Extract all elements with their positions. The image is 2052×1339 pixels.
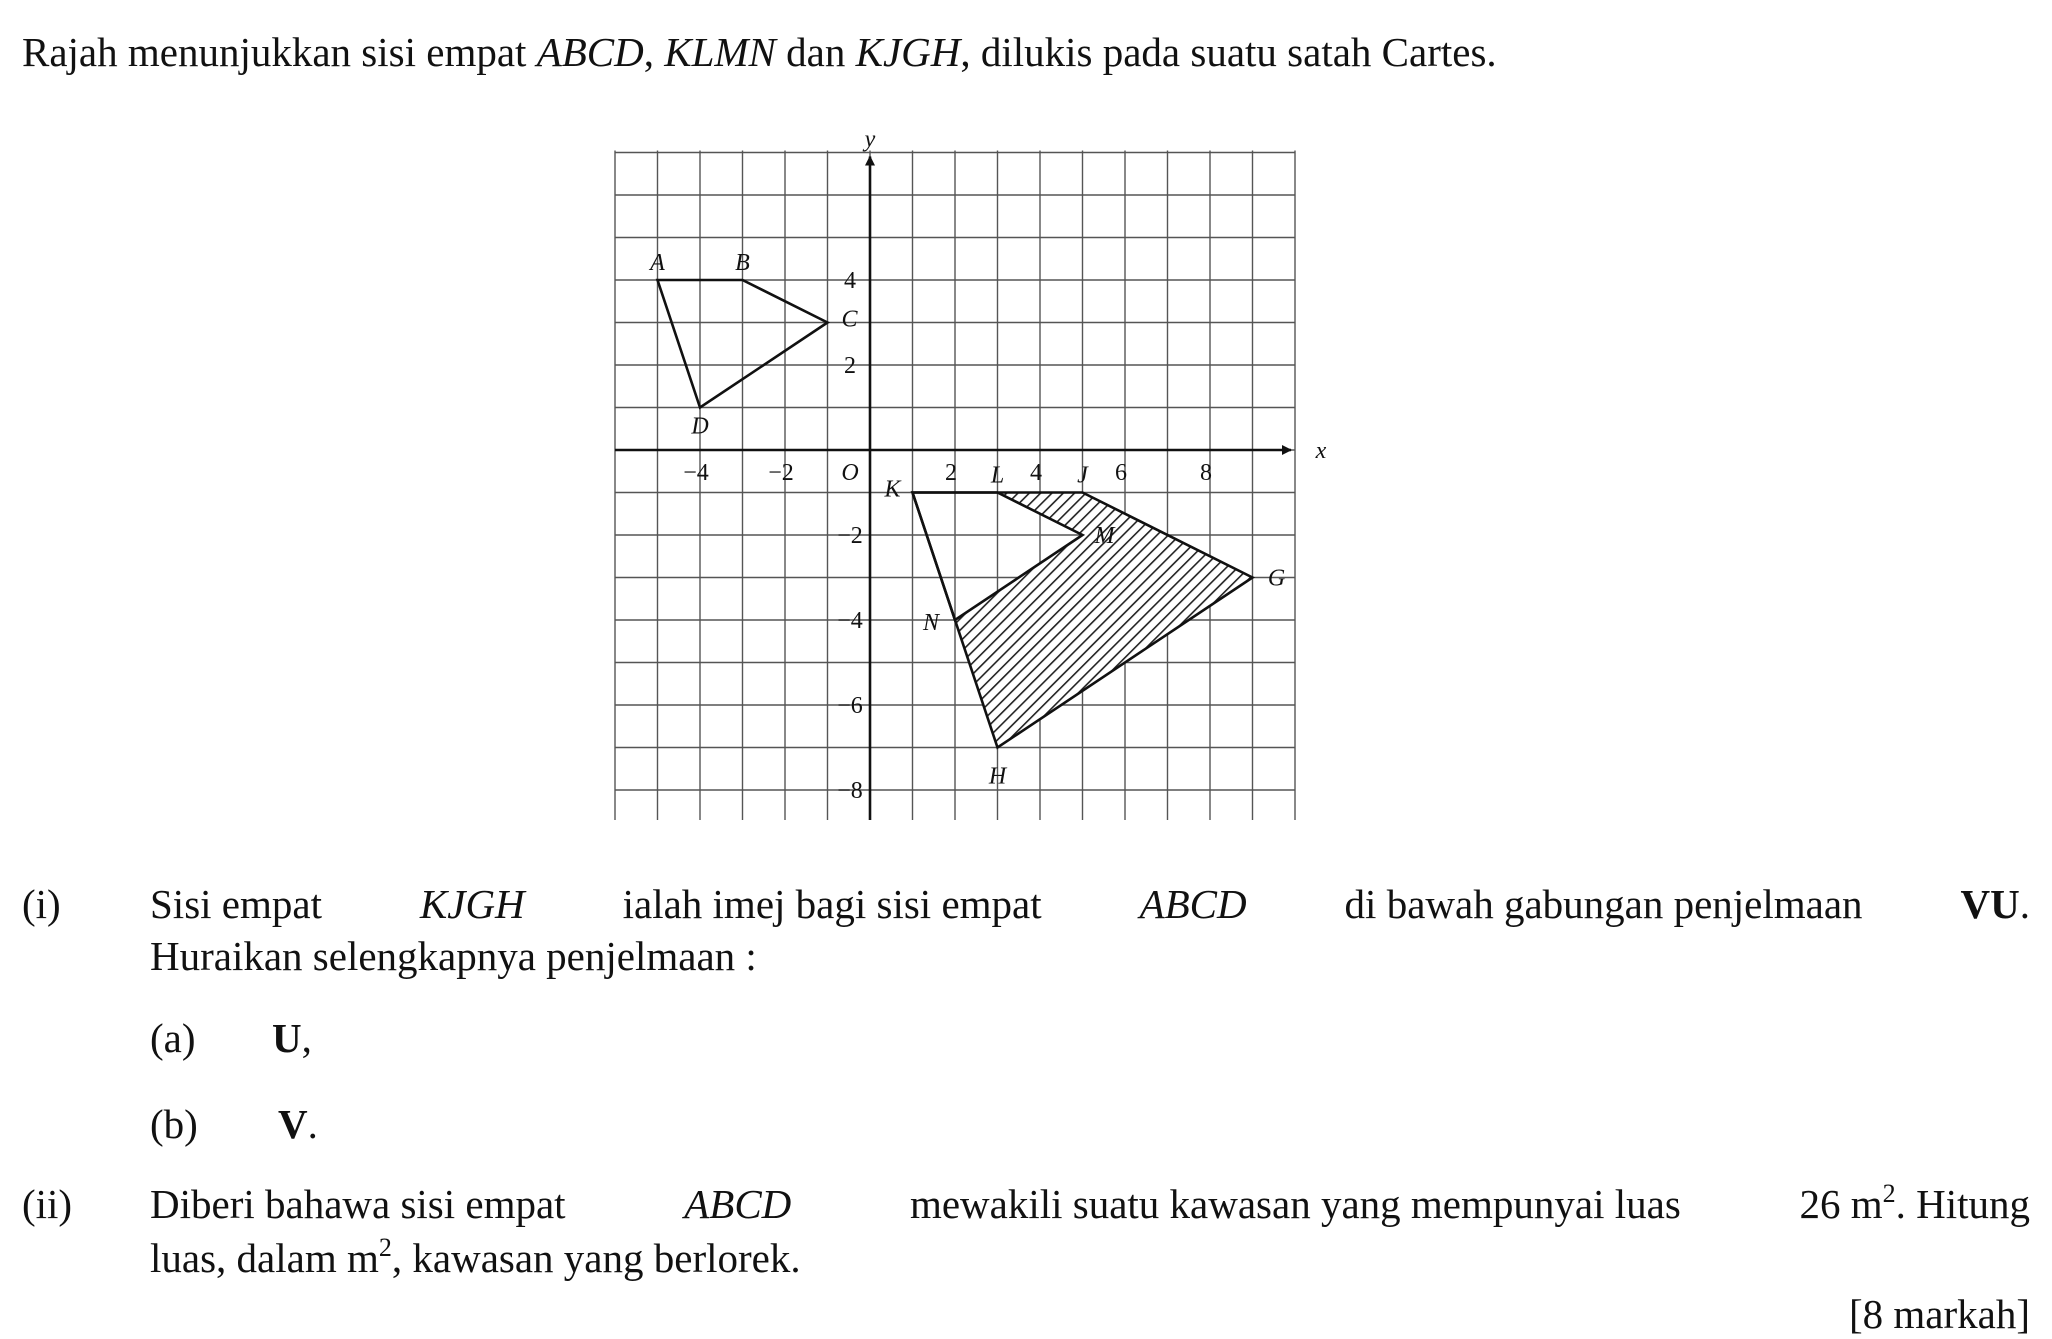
intro-text bbox=[22, 28, 1497, 77]
point-label-b: B bbox=[735, 250, 750, 276]
intro-dan: dan bbox=[786, 29, 846, 75]
quad-abcd-ref: ABCD bbox=[536, 29, 644, 75]
question-ii-number: (ii) bbox=[22, 1181, 73, 1227]
question-ii-line1 bbox=[150, 1180, 2030, 1229]
q-ii-abcd: ABCD bbox=[684, 1181, 792, 1227]
question-i-a-text bbox=[272, 1014, 312, 1063]
question-i-b-number: (b) bbox=[150, 1101, 198, 1147]
q-i-vu: VU bbox=[1960, 881, 2020, 927]
point-label-j: J bbox=[1077, 462, 1088, 489]
y-tick-label: −6 bbox=[837, 693, 863, 719]
unit: m bbox=[346, 1235, 379, 1281]
quad-klmn-ref: KLMN bbox=[664, 29, 776, 75]
point-label-l: L bbox=[990, 462, 1005, 489]
x-axis-label: x bbox=[1315, 438, 1327, 464]
point-label-g: G bbox=[1267, 565, 1286, 592]
point-label-h: H bbox=[988, 763, 1007, 790]
q-ii-end: . Hitung bbox=[1895, 1181, 2030, 1227]
cartesian-graph bbox=[598, 120, 1358, 820]
y-tick-label: 4 bbox=[844, 268, 856, 294]
intro-part: Rajah menunjukkan sisi empat bbox=[22, 29, 527, 75]
question-i-b-text bbox=[278, 1100, 318, 1149]
x-tick-label: 2 bbox=[945, 460, 957, 486]
q-i-part: di bawah gabungan penjelmaan bbox=[1344, 881, 1863, 927]
quad-kjgh-ref: KJGH bbox=[855, 29, 961, 75]
unit-sup: 2 bbox=[378, 1233, 392, 1262]
area-sup: 2 bbox=[1882, 1179, 1896, 1208]
q-i-abcd: ABCD bbox=[1139, 881, 1247, 927]
point-label-d: D bbox=[691, 413, 709, 440]
q-ii-part: Diberi bahawa sisi empat bbox=[150, 1181, 566, 1227]
q-ii-part: , kawasan yang berlorek. bbox=[391, 1235, 801, 1281]
q-i-end: . bbox=[2019, 881, 2030, 927]
point-label-a: A bbox=[650, 250, 665, 276]
y-tick-label: −8 bbox=[837, 778, 863, 804]
axes bbox=[615, 157, 1291, 821]
transform-v: V bbox=[278, 1101, 308, 1147]
question-i-a-number: (a) bbox=[150, 1015, 196, 1061]
point-label-m: M bbox=[1094, 523, 1115, 549]
y-tick-label: −2 bbox=[837, 523, 863, 549]
x-tick-label: −4 bbox=[683, 460, 709, 486]
x-tick-label: −2 bbox=[768, 460, 794, 486]
q-i-part: Sisi empat bbox=[150, 881, 322, 927]
y-tick-label: 2 bbox=[844, 353, 856, 379]
point-label-n: N bbox=[922, 610, 940, 636]
y-axis-label: y bbox=[864, 126, 876, 153]
question-i-line1 bbox=[150, 880, 2030, 929]
transform-u: U bbox=[272, 1015, 302, 1061]
q-i-part: ialah imej bagi sisi empat bbox=[622, 881, 1042, 927]
question-ii-line2 bbox=[150, 1234, 801, 1283]
x-tick-label: 6 bbox=[1115, 460, 1127, 486]
punct: , bbox=[301, 1015, 312, 1061]
marks: [8 markah] bbox=[1849, 1291, 2030, 1337]
point-label-c: C bbox=[841, 306, 858, 333]
question-i-line2: Huraikan selengkapnya penjelmaan : bbox=[150, 933, 757, 979]
origin-label: O bbox=[841, 460, 859, 486]
y-tick-label: −4 bbox=[837, 608, 863, 634]
punct: . bbox=[307, 1101, 318, 1147]
x-tick-label: 8 bbox=[1200, 460, 1212, 486]
x-tick-label: 4 bbox=[1030, 460, 1042, 486]
area-value: 26 m bbox=[1799, 1181, 1883, 1227]
point-label-k: K bbox=[884, 476, 901, 503]
intro-comma: , bbox=[643, 29, 654, 75]
q-ii-part: mewakili suatu kawasan yang mempunyai luas bbox=[909, 1181, 1681, 1227]
q-ii-part: luas, dalam bbox=[150, 1235, 337, 1281]
q-i-kjgh: KJGH bbox=[419, 881, 525, 927]
question-i-number: (i) bbox=[22, 881, 61, 927]
intro-part-end: , dilukis pada suatu satah Cartes. bbox=[960, 29, 1497, 75]
